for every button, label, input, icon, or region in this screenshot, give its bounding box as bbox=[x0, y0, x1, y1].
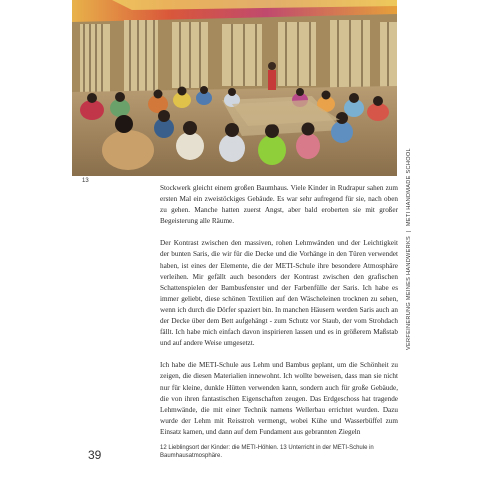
running-head bbox=[406, 150, 418, 350]
running-head-text bbox=[406, 148, 412, 350]
running-head-project: METI HANDMADE SCHOOL bbox=[406, 148, 412, 227]
paragraph: Der Kontrast zwischen den massiven, rohen Lehmwänden und der Leichtigkeit der bunten Saris, die wir für die Decke und die Vorhänge in den Türen verwendet haben, ist eines der Elemente, die der METI-Schule ihre besondere Atmosphäre verleihen. Mir gefällt auch besonders der Kontrast zwischen den grafischen Schattenspielen der Bambusfenster und der Farbenfülle der Saris. Ich habe es immer geliebt, diese schönen Textilien auf den Wäscheleinen trocknen zu sehen, wenn ich durch die Dörfer spaziert bin. In manchen Häusern werden Saris auch an der Decke über dem Bett aufgehängt - zum Schutz vor Staub, der vom Strohdach fällt. Ich habe mich einfach davon inspirieren lassen und es in größerem Maßstab und auf andere Weise umgesetzt. bbox=[160, 239, 398, 348]
paragraph: Ich habe die METI-Schule aus Lehm und Bambus geplant, um die Schönheit zu zeigen, die diesen Materialien innewohnt. Ich wollte beweisen, dass man sie nicht nur für kleine, dunkle Hütten verwenden kann, sondern auch für große Gebäude, die von ihren fantastischen Eigenschaften zeugen. Das Erdgeschoss hat tragende Lehmwände, die mit einer Technik namens Wellerbau errichtet wurden. Dazu wurde der Lehm mit Reisstroh vermengt, wobei Kühe und Wasserbüffel zum Einsatz kamen, und dann auf dem Fundament aus gebrannten Ziegeln bbox=[160, 361, 398, 436]
classroom-illustration bbox=[72, 0, 397, 176]
classroom-photo bbox=[72, 0, 397, 176]
page-number: 39 bbox=[88, 448, 102, 462]
running-head-separator: | bbox=[406, 230, 412, 232]
body-text bbox=[160, 183, 398, 449]
figure-number: 13 bbox=[82, 178, 89, 184]
running-head-section: VERFEINERUNG MEINES HANDWERKS bbox=[406, 235, 412, 350]
caption-line: 12 Lieblingsort der Kinder: die METI-Höhlen. 13 Unterricht in der METI-Schule in bbox=[160, 445, 374, 451]
figure-captions bbox=[160, 444, 410, 460]
paragraph: Stockwerk gleicht einem großen Baumhaus. Viele Kinder in Rudrapur sahen zum ersten Mal ein zweistöckiges Gebäude. Es war sehr aufregend für sie, nach oben zu gehen. Manche hatten zuerst Angst, aber bald eroberten sie mit großer Begeisterung alle Räume. bbox=[160, 184, 398, 226]
caption-line: Baumhausatmosphäre. bbox=[160, 453, 223, 459]
